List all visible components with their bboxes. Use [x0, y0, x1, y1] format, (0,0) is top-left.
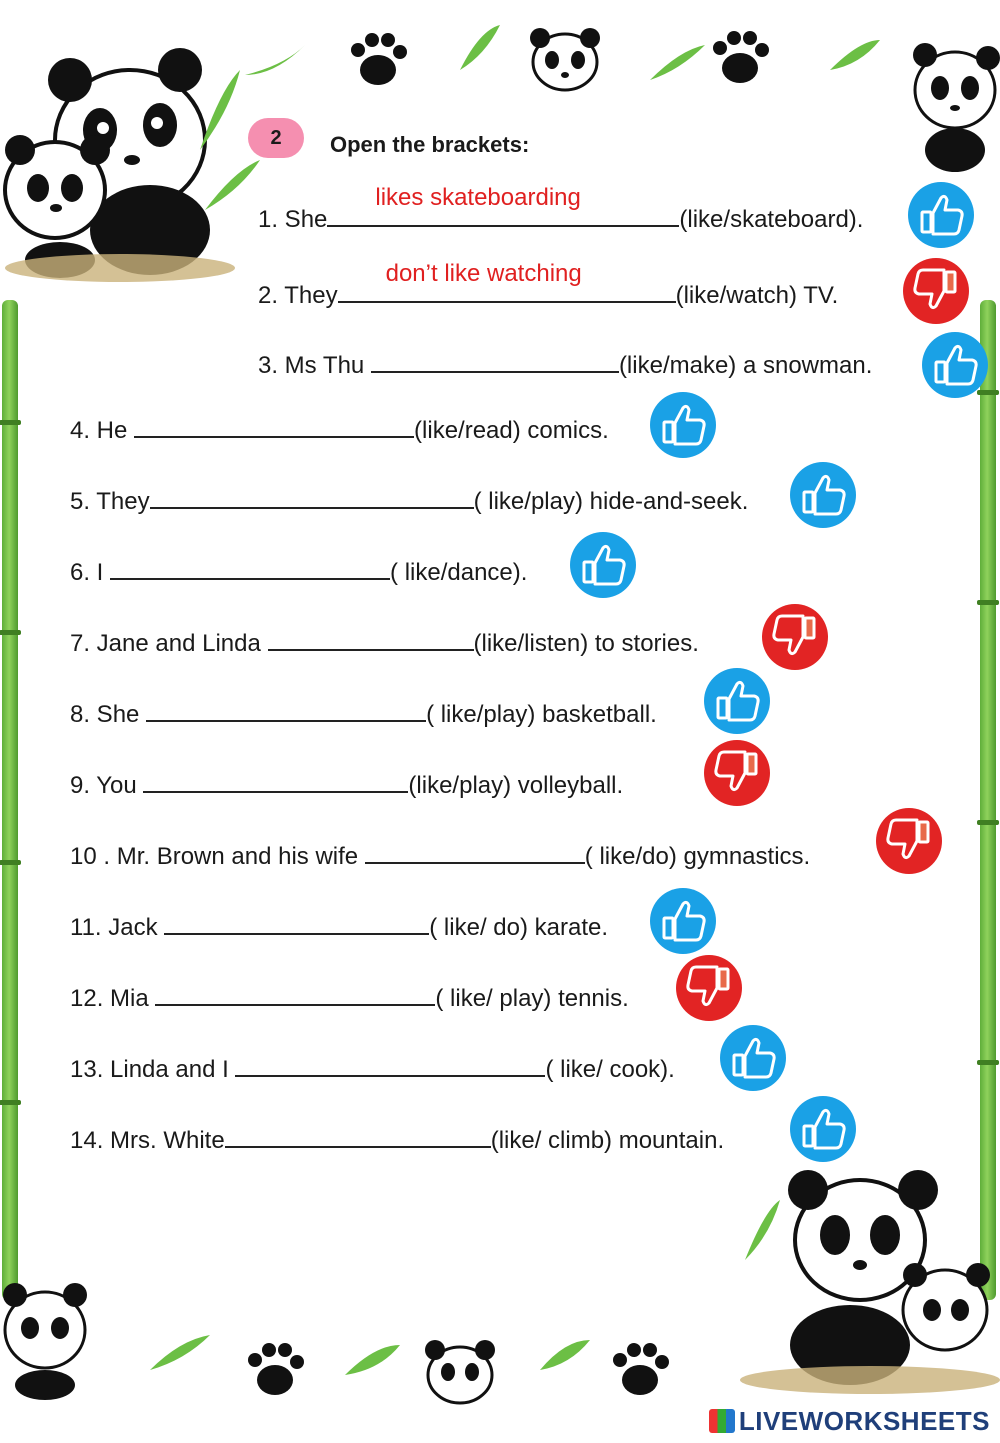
item-prompt: 5. They	[70, 488, 150, 515]
thumbs-up-icon	[650, 392, 716, 458]
item-prompt: 8. She	[70, 701, 147, 728]
panda-icon	[425, 1340, 495, 1403]
liveworksheets-watermark	[709, 1406, 990, 1437]
decorations-bottom	[0, 1150, 1000, 1410]
item-prompt: 6. I	[70, 559, 111, 586]
thumbs-up-icon	[790, 462, 856, 528]
item-hint: ( like/ do) karate.	[429, 914, 608, 941]
thumbs-up-icon	[908, 182, 974, 248]
exercise-item	[258, 349, 872, 381]
thumbs-up-icon	[570, 532, 636, 598]
thumbs-up-icon	[650, 888, 716, 954]
exercise-item	[70, 485, 748, 517]
thumbs-up-icon	[790, 1096, 856, 1162]
answer-blank[interactable]	[146, 698, 426, 722]
exercise-item	[70, 911, 608, 943]
thumbs-up-icon	[704, 668, 770, 734]
answer-blank[interactable]	[110, 556, 390, 580]
thumbs-down-icon	[704, 740, 770, 806]
item-hint: (like/make) a snowman.	[618, 352, 873, 379]
answer-blank[interactable]	[235, 1053, 545, 1077]
item-prompt: 1. She	[258, 206, 328, 233]
thumbs-down-icon	[903, 258, 969, 324]
item-hint: (like/watch) TV.	[675, 282, 839, 309]
answer-blank[interactable]	[134, 414, 414, 438]
item-hint: (like/skateboard).	[679, 206, 864, 233]
item-prompt: 13. Linda and I	[70, 1056, 236, 1083]
exercise-item	[70, 982, 629, 1014]
exercise-item	[70, 769, 623, 801]
item-hint: ( like/ play) tennis.	[435, 985, 629, 1012]
liveworksheets-logo-icon	[709, 1409, 735, 1433]
exercise-item	[70, 1053, 675, 1085]
panda-icon	[913, 43, 1000, 172]
exercise-item	[70, 840, 810, 872]
exercise-item	[258, 184, 864, 235]
watermark-text: LIVEWORKSHEETS	[738, 1406, 990, 1436]
item-prompt: 14. Mrs. White	[70, 1127, 225, 1154]
item-hint: ( like/dance).	[390, 559, 528, 586]
paw-print-icon	[613, 1343, 669, 1395]
item-prompt: 10 . Mr. Brown and his wife	[70, 843, 365, 870]
item-hint: ( like/play) hide-and-seek.	[473, 488, 749, 515]
item-prompt: 3. Ms Thu	[258, 352, 371, 379]
item-prompt: 7. Jane and Linda	[70, 630, 268, 657]
panda-icon	[903, 1263, 990, 1350]
exercise-item	[70, 1124, 724, 1156]
item-hint: (like/read) comics.	[414, 417, 609, 444]
thumbs-up-icon	[720, 1025, 786, 1091]
answer-blank[interactable]	[268, 627, 474, 651]
paw-print-icon	[713, 31, 769, 83]
exercise-item	[258, 260, 839, 311]
item-hint: ( like/play) basketball.	[426, 701, 657, 728]
exercise-item	[70, 556, 527, 588]
answer-blank[interactable]	[164, 911, 429, 935]
answer-text: don’t like watching	[385, 260, 582, 287]
item-prompt: 2. They	[258, 282, 338, 309]
item-hint: (like/play) volleyball.	[408, 772, 624, 799]
paw-print-icon	[351, 33, 407, 85]
answer-blank[interactable]	[143, 769, 408, 793]
item-prompt: 12. Mia	[70, 985, 156, 1012]
thumbs-up-icon	[922, 332, 988, 398]
item-prompt: 9. You	[70, 772, 144, 799]
item-prompt: 11. Jack	[70, 914, 165, 941]
panda-icon	[530, 28, 600, 90]
answer-blank[interactable]	[371, 349, 619, 373]
exercise-number-badge: 2	[248, 118, 304, 158]
answer-blank[interactable]	[365, 840, 585, 864]
answer-blank[interactable]	[155, 982, 435, 1006]
paw-print-icon	[248, 1343, 304, 1395]
item-hint: (like/ climb) mountain.	[490, 1127, 725, 1154]
exercise-item	[70, 627, 699, 659]
item-prompt: 4. He	[70, 417, 135, 444]
answer-text: likes skateboarding	[375, 184, 581, 211]
item-hint: (like/listen) to stories.	[473, 630, 699, 657]
answer-blank[interactable]	[150, 485, 474, 509]
thumbs-down-icon	[876, 808, 942, 874]
answer-blank[interactable]	[327, 184, 679, 227]
exercise-item	[70, 414, 609, 446]
item-hint: ( like/do) gymnastics.	[584, 843, 811, 870]
panda-icon	[3, 1283, 87, 1400]
answer-blank[interactable]	[225, 1124, 491, 1148]
answer-blank[interactable]	[338, 260, 676, 303]
item-hint: ( like/ cook).	[545, 1056, 675, 1083]
exercise-heading: Open the brackets:	[330, 132, 530, 157]
thumbs-down-icon	[676, 955, 742, 1021]
thumbs-down-icon	[762, 604, 828, 670]
exercise-item	[70, 698, 657, 730]
